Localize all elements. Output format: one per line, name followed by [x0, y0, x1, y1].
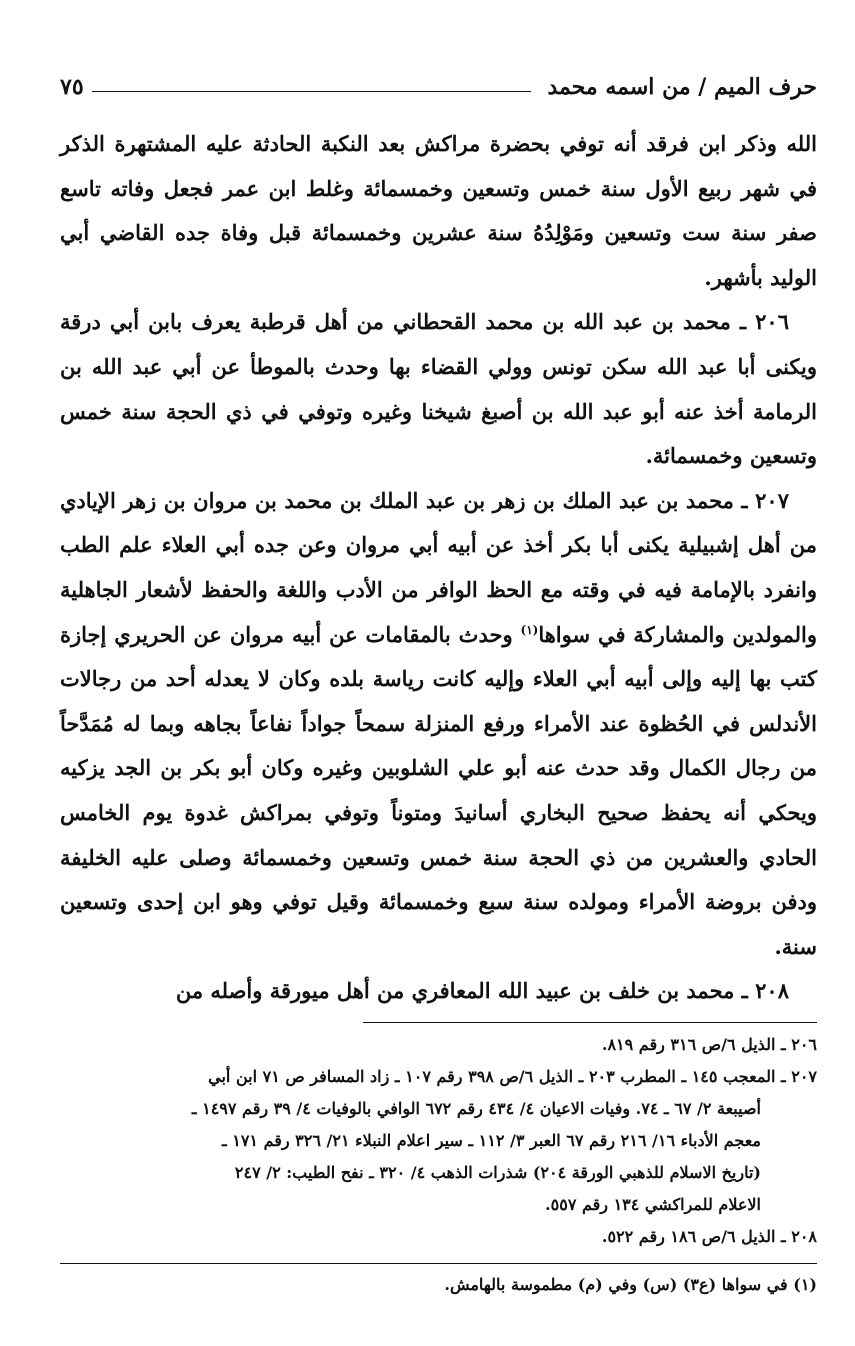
header-rule [92, 91, 532, 92]
running-header [60, 70, 817, 104]
note-206: ٢٠٦ ـ الذيل ٦/ص ٣١٦ رقم ٨١٩. [601, 1034, 817, 1054]
footnote-1: (١) في سواها (ع٣) (س) وفي (م) مطموسة بالهامش. [444, 1274, 817, 1294]
notes-divider [363, 1022, 817, 1023]
page-number: ٧٥ [60, 74, 84, 100]
paragraph-continuation: الله وذكر ابن فرقد أنه توفي بحضرة مراكش بعد النكبة الحادثة عليه المشتهرة الذكر في شهر ربيع الأول سنة خمس وتسعين وخمسمائة وغلط ابن عمر فجعل وفاته تاسع صفر سنة ست وتسعين ومَوْلِدُهُ سنة عشرين وخمسمائة قبل وفاة جده القاضي أبي الوليد بأشهر. [60, 131, 817, 290]
entry-207 [60, 479, 817, 970]
footnote-divider [60, 1263, 817, 1264]
entry-207-part2: وحدث بالمقامات عن أبيه مروان عن الحريري إجازة كتب بها إليه وإلى أبيه أبي العلاء وإليه كانت رياسة بلده وكان لا يعدله أحد من رجالات الأندلس في الحُظوة عند الأمراء ورفع المنزلة سمحاً جواداً نفاعاً بجاهه وبما له مُمَدَّحاً من رجال الكمال وقد حدث عنه أبو علي الشلوبين وغيره وكان أبو بكر بن الجد يزكيه ويحكي أنه يحفظ صحيح البخاري أسانيدَ ومتوناً وتوفي بمراكش غدوة يوم الخامس الحادي والعشرين من ذي الحجة سنة خمس وتسعين وخمسمائة وصلى عليه الخليفة ودفن بروضة الأمراء ومولده سنة سبع وخمسمائة وقيل توفي وهو ابن إحدى وتسعين سنة. [60, 621, 817, 959]
source-notes [60, 1029, 817, 1253]
running-title: حرف الميم / من اسمه محمد [547, 74, 817, 100]
note-207-line4: (تاريخ الاسلام للذهبي الورقة ٢٠٤) شذرات الذهب ٤/ ٣٢٠ ـ نفح الطيب: ٢/ ٢٤٧ [234, 1162, 761, 1182]
note-208: ٢٠٨ ـ الذيل ٦/ص ١٨٦ رقم ٥٢٢. [601, 1226, 817, 1246]
entry-208: ٢٠٨ ـ محمد بن خلف بن عبيد الله المعافري من أهل ميورقة وأصله من [175, 978, 789, 1004]
page [60, 70, 817, 1306]
entry-207-part1: ٢٠٧ ـ محمد بن عبد الملك بن زهر بن عبد الملك بن محمد بن مروان بن زهر الإيادي من أهل إشبيلية يكنى أبا بكر أخذ عن أبيه أبي مروان وعن جده أبي العلاء علم الطب وانفرد بالإمامة فيه في وقته مع الحظ الوافر من الأدب واللغة والحفظ لأشعار الجاهلية والمولدين والمشاركة في سواها [60, 487, 817, 647]
note-207-line5: الاعلام للمراكشي ١٣٤ رقم ٥٥٧. [545, 1194, 761, 1214]
note-207 [60, 1061, 817, 1221]
note-207-line1: ٢٠٧ ـ المعجب ١٤٥ ـ المطرب ٢٠٣ ـ الذيل ٦/ص ٣٩٨ رقم ١٠٧ ـ زاد المسافر ص ٧١ ابن أبي [208, 1066, 817, 1086]
main-text [60, 122, 817, 1014]
note-207-line3: معجم الأدباء ١٦/ ٢١٦ رقم ٦٧ العبر ٣/ ١١٢ ـ سير اعلام النبلاء ٢١/ ٣٢٦ رقم ١٧١ ـ [221, 1130, 761, 1150]
entry-206: ٢٠٦ ـ محمد بن عبد الله بن محمد القحطاني من أهل قرطبة يعرف بابن أبي درقة ويكنى أبا عبد الله سكن تونس وولي القضاء بها وحدث بالموطأ عن أبي عبد الله بن الرمامة أخذ عنه أبو عبد الله بن أصبغ شيخنا وغيره وتوفي في ذي الحجة سنة خمس وتسعين وخمسمائة. [60, 309, 817, 469]
note-207-line2: أصيبعة ٢/ ٦٧ ـ ٧٤. وفيات الاعيان ٤/ ٤٣٤ رقم ٦٧٢ الوافي بالوفيات ٤/ ٣٩ رقم ١٤٩٧ ـ [191, 1098, 761, 1118]
footnote-marker: (١) [520, 622, 539, 637]
